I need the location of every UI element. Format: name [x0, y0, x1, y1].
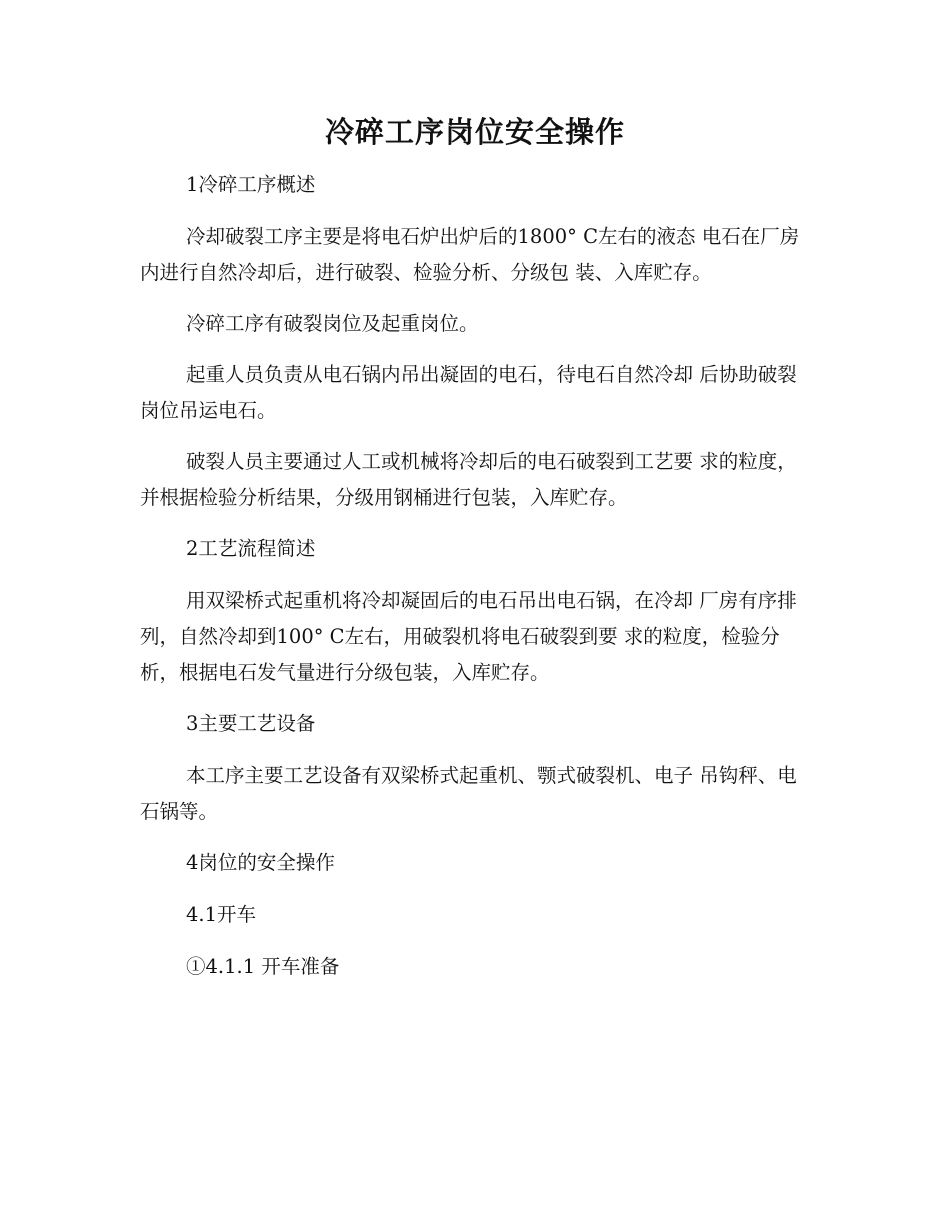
section-heading-startup-preparation: ①4.1.1 开车准备 [186, 955, 340, 978]
paragraph-process-flow: 用双梁桥式起重机将冷却凝固后的电石吊出电石锅，在冷却 厂房有序排列，自然冷却到100° C左右，用破裂机将电石破裂到要 求的粒度，检验分析，根据电石发气量进行分级包装，入库贮存。 [140, 589, 797, 684]
document-title: 冷碎工序岗位安全操作 [324, 115, 625, 149]
section-heading-safety-operation: 4岗位的安全操作 [186, 851, 335, 874]
paragraph-lifting-staff: 起重人员负责从电石锅内吊出凝固的电石，待电石自然冷却 后协助破裂岗位吊运电石。 [140, 363, 797, 422]
document-body [140, 167, 808, 1001]
paragraph-crushing-staff: 破裂人员主要通过人工或机械将冷却后的电石破裂到工艺要 求的粒度，并根据检验分析结果，分级用钢桶进行包装，入库贮存。 [140, 450, 797, 509]
paragraph-positions: 冷碎工序有破裂岗位及起重岗位。 [186, 312, 479, 335]
section-heading-startup: 4.1开车 [186, 903, 257, 926]
section-heading-overview: 1冷碎工序概述 [186, 173, 316, 196]
paragraph-equipment: 本工序主要工艺设备有双梁桥式起重机、颚式破裂机、电子 吊钩秤、电石锅等。 [140, 764, 797, 823]
section-heading-equipment: 3主要工艺设备 [186, 712, 316, 735]
section-heading-process-flow: 2工艺流程简述 [186, 537, 316, 560]
paragraph-overview: 冷却破裂工序主要是将电石炉出炉后的1800° C左右的液态 电石在厂房内进行自然冷却后，进行破裂、检验分析、分级包 装、入库贮存。 [140, 225, 800, 284]
